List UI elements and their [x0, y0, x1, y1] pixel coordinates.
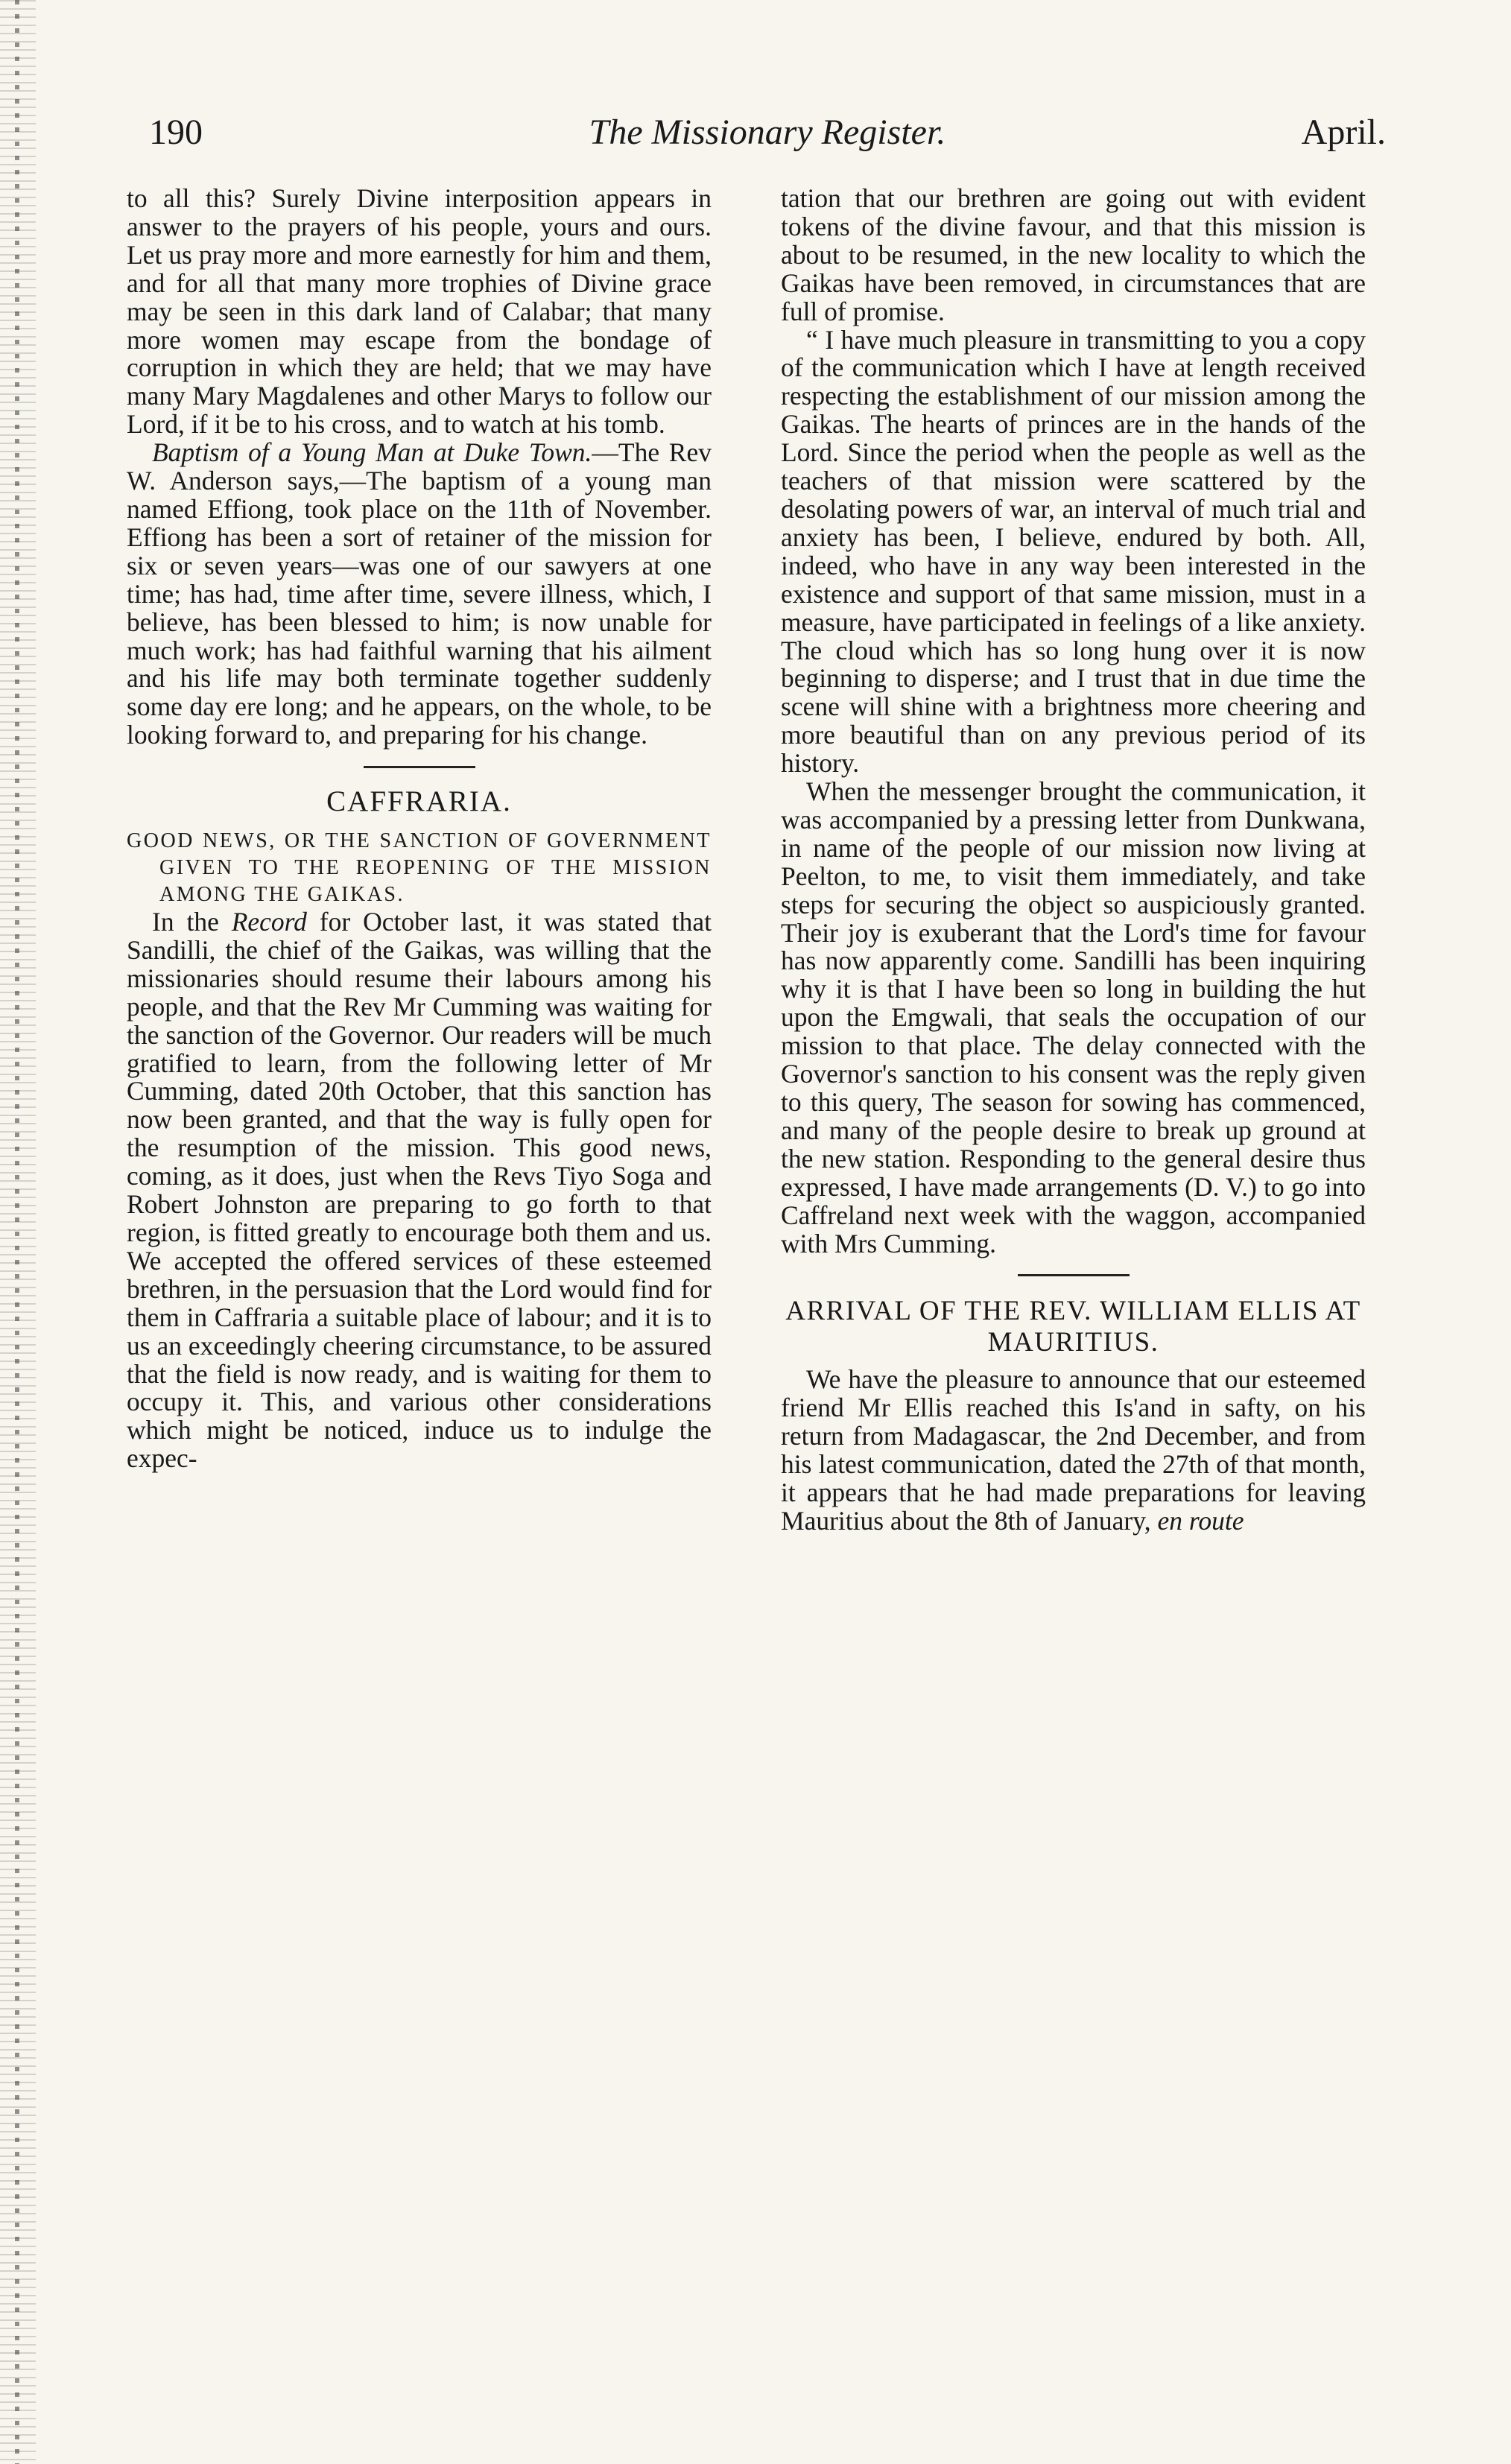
- arrival-paragraph: [781, 1366, 1366, 1535]
- binding-stitch-marks: [15, 0, 19, 2464]
- page-header: [149, 112, 1386, 164]
- section-divider: [364, 766, 475, 768]
- caffraria-paragraph: [127, 908, 712, 1473]
- expectation-paragraph: tation that our brethren are going out with evident tokens of the divine favour, and that this mission is about to be resumed, in the new locality to which the Gaikas have been removed, in circumstances that are full of promise.: [781, 183, 1366, 326]
- en-route-italic: en route: [1157, 1505, 1244, 1536]
- left-column: [127, 185, 712, 1473]
- right-column: [781, 185, 1366, 1536]
- section-divider: [1018, 1274, 1130, 1276]
- letter-paragraph: “ I have much pleasure in transmitting to you a copy of the communication which I have at length received respecting the establishment of our mission among the Gaikas. The hearts of princes are in the hands of the Lord. Since the period when the people as well as the teachers of that mission were scattered by the desolating powers of war, an interval of much trial and anxiety has been, I believe, endured by both. All, indeed, who have in any way been interested in the existence and support of that same mission, must in a measure, have participated in feelings of a like anxiety. The cloud which has so long hung over it is now beginning to disperse; and I trust that in due time the scene will shine with a brightness more cheering and more beautiful than on any previous period of its history.: [781, 324, 1366, 779]
- caffraria-para-rest: for October last, it was stated that Sandilli, the chief of the Gaikas, was willing that the missionaries should resume their labours among his people, and that the Rev Mr Cumming was waiting for the sanction of the Governor. Our readers will be much gratified to learn, from the following letter of Mr Cumming, dated 20th October, that this sanction has now been granted, and that the way is fully open for the resumption of the mission. This good news, coming, as it does, just when the Revs Tiyo Soga and Robert Johnston are preparing to go forth to that region, is fitted greatly to encourage both them and us. We accepted the offered services of these esteemed brethren, in the persuasion that the Lord would find for them in Caffraria a suitable place of labour; and it is to us an exceedingly cheering circumstance, to be assured that the field is now ready, and is waiting for them to occupy it. This, and various other considerations which might be noticed, induce us to indulge the expec-: [127, 907, 712, 1474]
- issue-month: April.: [1301, 113, 1386, 152]
- baptism-title: Baptism of a Young Man at Duke Town.: [152, 437, 592, 468]
- messenger-paragraph: When the messenger brought the communication, it was accompanied by a pressing letter from Dunkwana, in name of the people of our mission now living at Peelton, to me, to visit them immediately, and take steps for securing the object so auspiciously granted. Their joy is exuberant that the Lord's time for favour has now apparently come. Sandilli has been inquiring why it is that I have been so long in building the hut upon the Emgwali, that seals the occupation of our mission to that place. The delay connected with the Governor's sanction to his consent was the reply given to this query, The season for sowing has commenced, and many of the people desire to break up ground at the new station. Responding to the general desire thus expressed, I have made arrangements (D. V.) to go into Caffreland next week with the waggon, accompanied with Mrs Cumming.: [781, 776, 1366, 1258]
- caffraria-subheading: GOOD NEWS, OR THE SANCTION OF GOVERNMENT GIVEN TO THE REOPENING OF THE MISSION AMONG THE GAIKAS.: [127, 829, 712, 907]
- calabar-paragraph: to all this? Surely Divine interposition appears in answer to the prayers of his people, yours and ours. Let us pray more and more earnestly for him and them, and for all that many more trophies of Divine grace may be seen in this dark land of Calabar; that many more women may escape from the bondage of corruption in which they are held; that we may have many Mary Magdalenes and other Marys to follow our Lord, if it be to his cross, and to watch at his tomb.: [127, 183, 712, 440]
- arrival-para-start: We have the pleasure to announce that our esteemed friend Mr Ellis reached this Is'and in safty, on his return from Madagascar, the 2nd December, and from his latest communication, dated the 27th of that month, it appears that he had made preparations for leaving Mauritius about the 8th of January,: [781, 1364, 1366, 1536]
- baptism-body: —The Rev W. Anderson says,—The baptism of a young man named Effiong, took place on the 11th of November. Effiong has been a sort of retainer of the mission for six or seven years—was one of our sawyers at one time; has had, time after time, severe illness, which, I believe, has been blessed to him; is now unable for much work; has had faithful warning that his ailment and his life may both terminate together suddenly some day ere long; and he appears, on the whole, to be looking forward to, and preparing for his change.: [127, 437, 712, 750]
- caffraria-heading: CAFFRARIA.: [326, 785, 512, 818]
- baptism-paragraph: [127, 439, 712, 750]
- arrival-heading: ARRIVAL OF THE REV. WILLIAM ELLIS AT MAURITIUS.: [785, 1296, 1361, 1358]
- page-number: 190: [149, 113, 203, 152]
- caffraria-para-start: In the: [152, 907, 232, 937]
- record-italic: Record: [231, 907, 307, 937]
- journal-title: The Missionary Register.: [589, 113, 946, 152]
